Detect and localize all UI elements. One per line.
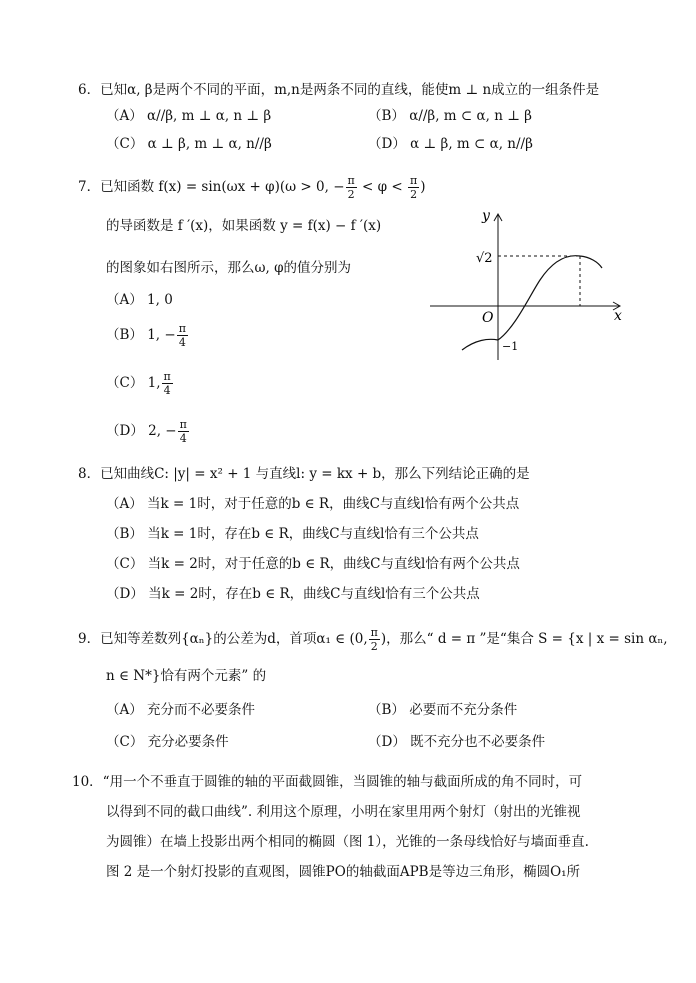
origin-label: O [482, 310, 494, 326]
q7-option-a: （A） 1, 0 [106, 292, 173, 308]
frac-numerator: π [163, 370, 171, 383]
q7-option-c [106, 370, 174, 397]
q7-stem-text: 7．已知函数 f(x) = sin(ωx + φ)(ω > 0, − [78, 179, 345, 195]
function-curve [462, 256, 602, 350]
q7-option-b-text: （B） 1, − [106, 327, 176, 343]
q7-option-b-frac [177, 322, 188, 349]
q7-stem-close: ) [420, 179, 426, 195]
q9-stem-text-2: )，那么“ d = π ”是“集合 S = {x | x = sin αₙ, [380, 631, 668, 647]
frac-numerator: π [370, 626, 378, 639]
q8-option-c: （C） 当k = 2时，对于任意的b ∈ R，曲线C与直线l恰有两个公共点 [106, 556, 520, 572]
q9-line2: n ∈ N*}恰有两个元素” 的 [106, 668, 267, 684]
q9-option-a: （A） 充分而不必要条件 [106, 702, 256, 718]
frac-numerator: π [410, 174, 418, 187]
q6-option-a: （A） α//β, m ⊥ α, n ⊥ β [106, 108, 272, 124]
q8-option-d: （D） 当k = 2时，存在b ∈ R，曲线C与直线l恰有三个公共点 [106, 586, 480, 602]
x-axis-label: x [614, 308, 622, 324]
frac-denominator: 2 [410, 188, 418, 201]
q7-stem-frac-left [346, 174, 357, 201]
q9-stem-text: 9．已知等差数列{αₙ}的公差为d，首项α₁ ∈ (0, [78, 631, 368, 647]
frac-denominator: 4 [178, 336, 186, 349]
q7-line3: 的图象如右图所示，那么ω, φ的值分别为 [106, 260, 352, 276]
q9-option-b: （B） 必要而不充分条件 [368, 702, 518, 718]
y-axis-label: y [482, 208, 490, 224]
q7-function-graph [420, 200, 630, 370]
q8-stem: 8．已知曲线C: |y| = x² + 1 与直线l: y = kx + b，那么下列结论正确的是 [78, 466, 530, 482]
q10-line-4: 图 2 是一个射灯投影的直观图，圆锥PO的轴截面APB是等边三角形，椭圆O₁所 [106, 864, 581, 880]
q7-stem-ineq: < φ < [362, 179, 403, 195]
q8-option-a: （A） 当k = 1时，对于任意的b ∈ R，曲线C与直线l恰有两个公共点 [106, 496, 520, 512]
frac-numerator: π [178, 322, 186, 335]
q7-line2: 的导函数是 f ′(x)，如果函数 y = f(x) − f ′(x) [106, 218, 382, 234]
q8-option-b: （B） 当k = 1时，存在b ∈ R，曲线C与直线l恰有三个公共点 [106, 526, 479, 542]
q10-line-1: 10．“用一个不垂直于圆锥的轴的平面截圆锥，当圆锥的轴与截面所成的角不同时，可 [72, 774, 583, 790]
q6-option-b: （B） α//β, m ⊂ α, n ⊥ β [368, 108, 532, 124]
frac-denominator: 2 [370, 640, 378, 653]
q9-option-d: （D） 既不充分也不必要条件 [368, 734, 546, 750]
q7-option-d [106, 418, 190, 445]
q10-line-2: 以得到不同的截口曲线”. 利用这个原理，小明在家里用两个射灯（射出的光锥视 [106, 804, 581, 820]
frac-denominator: 2 [347, 188, 355, 201]
frac-denominator: 4 [179, 432, 187, 445]
q6-option-d: （D） α ⊥ β, m ⊂ α, n//β [368, 136, 533, 152]
q7-option-c-text: （C） 1, [106, 375, 161, 391]
q9-option-c: （C） 充分必要条件 [106, 734, 229, 750]
q7-option-b [106, 322, 189, 349]
q9-stem-frac [369, 626, 380, 653]
frac-numerator: π [347, 174, 355, 187]
q7-option-d-text: （D） 2, − [106, 423, 177, 439]
q9-stem [78, 626, 668, 653]
q7-option-c-frac [162, 370, 173, 397]
max-value-label: √2 [476, 251, 493, 266]
q7-stem-frac-right [408, 174, 419, 201]
q7-stem [78, 174, 426, 201]
min-value-label: −1 [502, 340, 519, 353]
frac-denominator: 4 [163, 384, 171, 397]
frac-numerator: π [179, 418, 187, 431]
q6-stem: 6．已知α, β是两个不同的平面，m,n是两条不同的直线，能使m ⊥ n成立的一组条件是 [78, 82, 600, 98]
q10-line-3: 为圆锥）在墙上投影出两个相同的椭圆（图 1），光锥的一条母线恰好与墙面垂直. [106, 834, 589, 850]
q7-option-d-frac [178, 418, 189, 445]
q6-option-c: （C） α ⊥ β, m ⊥ α, n//β [106, 136, 272, 152]
